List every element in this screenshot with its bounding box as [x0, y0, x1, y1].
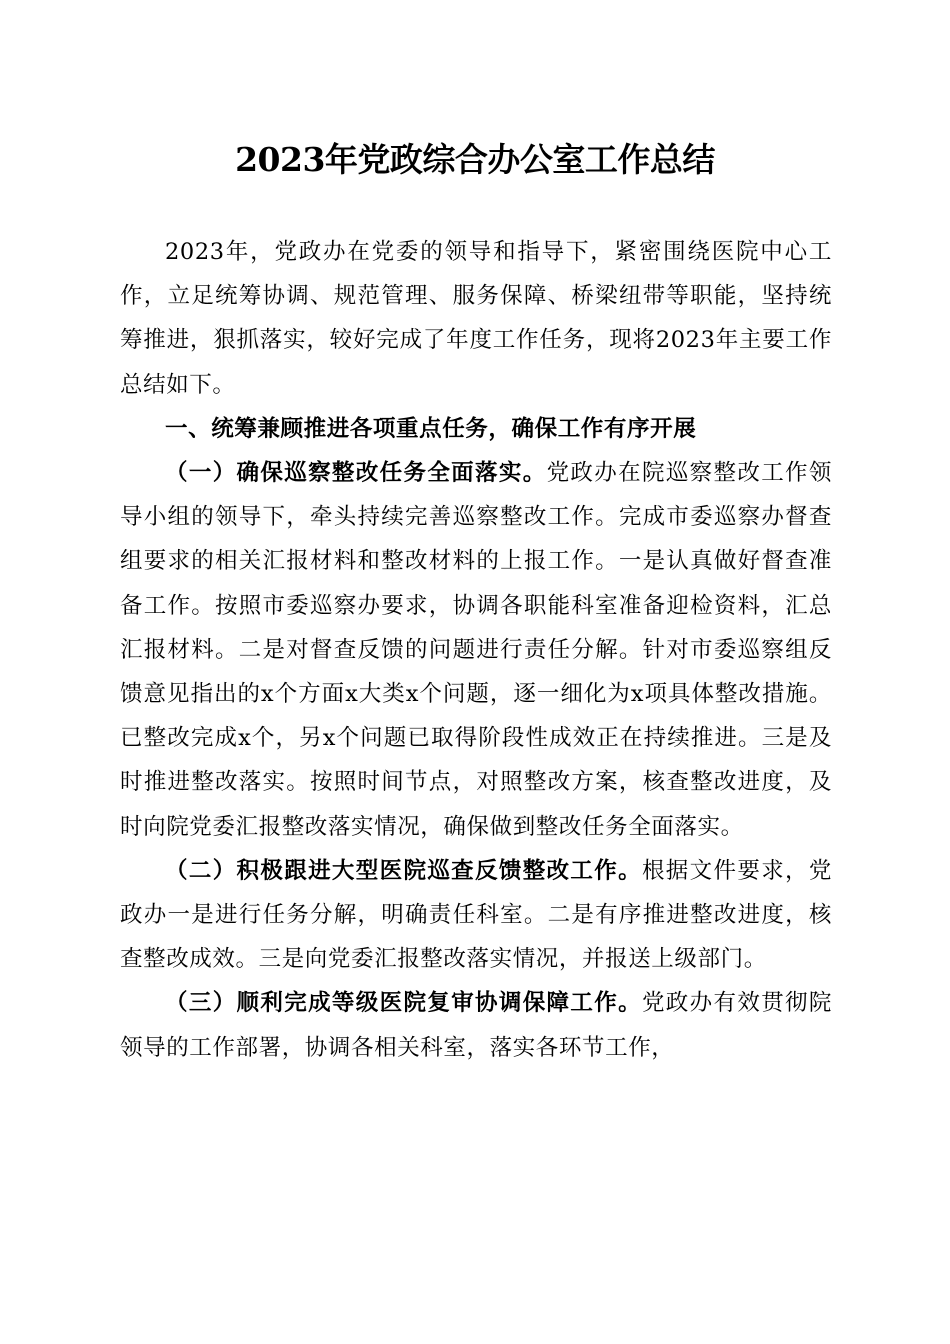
item-2-text: 根据文件要求，党政办一是进行任务分解，明确责任科室。二是有序推进整改进度，核查整改成效。三是向党委汇报整改落实情况，并报送上级部门。	[120, 857, 832, 973]
document-title: 2023年党政综合办公室工作总结	[235, 140, 715, 179]
paragraph-item-1	[120, 451, 832, 849]
document-body	[120, 230, 832, 1070]
item-3-text: 党政办有效贯彻院领导的工作部署，协调各相关科室，落实各环节工作，	[120, 990, 832, 1061]
intro-paragraph: 2023年，党政办在党委的领导和指导下，紧密围绕医院中心工作，立足统筹协调、规范管理、服务保障、桥梁纽带等职能，坚持统筹推进，狠抓落实，较好完成了年度工作任务，现将2023年主要工作总结如下。	[120, 239, 832, 398]
item-1-subheading: （一）确保巡察整改任务全面落实。	[165, 460, 547, 487]
item-1-text: 党政办在院巡察整改工作领导小组的领导下，牵头持续完善巡察整改工作。完成市委巡察办督查组要求的相关汇报材料和整改材料的上报工作。一是认真做好督查准备工作。按照市委巡察办要求，协调各职能科室准备迎检资料，汇总汇报材料。二是对督查反馈的问题进行责任分解。针对市委巡察组反馈意见指出的x个方面x大类x个问题，逐一细化为x项具体整改措施。已整改完成x个，另x个问题已取得阶段性成效正在持续推进。三是及时推进整改落实。按照时间节点，对照整改方案，核查整改进度，及时向院党委汇报整改落实情况，确保做到整改任务全面落实。	[120, 460, 833, 840]
item-3-subheading: （三）顺利完成等级医院复审协调保障工作。	[165, 990, 642, 1017]
paragraph-item-3	[120, 981, 832, 1069]
paragraph-item-2	[120, 849, 832, 982]
section-heading-1: 一、统筹兼顾推进各项重点任务，确保工作有序开展	[165, 415, 697, 442]
item-2-subheading: （二）积极跟进大型医院巡查反馈整改工作。	[165, 857, 642, 884]
